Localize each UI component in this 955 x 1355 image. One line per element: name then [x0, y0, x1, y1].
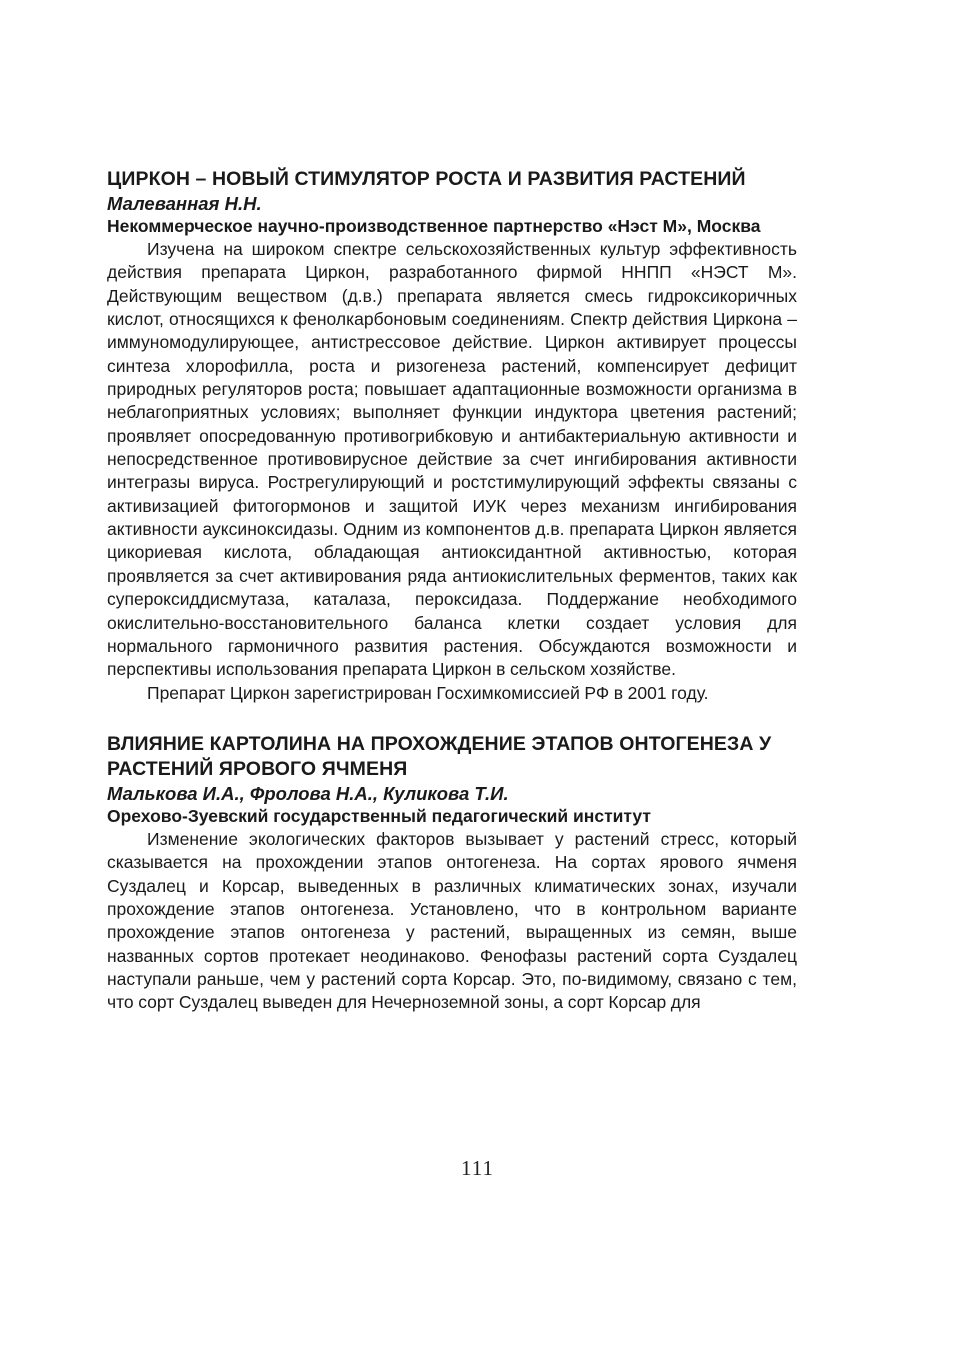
article-authors: Малеванная Н.Н. — [107, 193, 262, 214]
article-title: ЦИРКОН – НОВЫЙ СТИМУЛЯТОР РОСТА И РАЗВИТИЯ РАСТЕНИЙ — [107, 168, 746, 190]
article-affiliation: Некоммерческое научно-производственное партнерство «Нэст М», Москва — [107, 216, 761, 236]
page-content — [107, 167, 797, 1015]
page-number: 111 — [461, 1156, 494, 1180]
body-paragraph: Изменение экологических факторов вызывает у растений стресс, который сказывается на прохождении этапов онтогенеза. На сортах ярового ячменя Суздалец и Корсар, выведенных в различных климатических зонах, изучали прохождение этапов онтогенеза. Установлено, что в контрольном варианте прохождение этапов онтогенеза у растений, выращенных из семян, выше названных сортов протекает неодинаково. Фенофазы растений сорта Суздалец наступали раньше, чем у растений сорта Корсар. Это, по-видимому, связано с тем, что сорт Суздалец выведен для Нечерноземной зоны, а сорт Корсар для — [107, 828, 797, 1013]
article-authors: Малькова И.А., Фролова Н.А., Куликова Т.И. — [107, 782, 509, 804]
article-affiliation: Орехово-Зуевский государственный педагогический институт — [107, 805, 651, 826]
article-tsirkon — [107, 167, 797, 705]
body-paragraph: Препарат Циркон зарегистрирован Госхимкомиссией РФ в 2001 году. — [147, 682, 709, 703]
article-title: ВЛИЯНИЕ КАРТОЛИНА НА ПРОХОЖДЕНИЕ ЭТАПОВ ОНТОГЕНЕЗА У РАСТЕНИЙ ЯРОВОГО ЯЧМЕНЯ — [107, 732, 772, 780]
article-kartolin — [107, 732, 797, 1015]
body-paragraph: Изучена на широком спектре сельскохозяйственных культур эффективность действия препарата Циркон, разработанного фирмой ННПП «НЭСТ М». Действующим веществом (д.в.) препарата является смесь гидроксикоричных кислот, относящихся к фенолкарбоновым соединениям. Спектр действия Циркона – иммуномодулирующее, антистрессовое действие. Циркон активирует процессы синтеза хлорофилла, роста и ризогенеза растений, компенсирует дефицит природных регуляторов роста; повышает адаптационные возможности организма в неблагоприятных условиях; выполняет функции индуктора цветения растений; проявляет опосредованную противогрибковую и антибактериальную активности и непосредственное противовирусное действие за счет ингибирования активности интегразы вируса. Рострегулирующий и ростстимулирующий эффекты связаны с активизацией фитогормонов и защитой ИУК через механизм ингибирования активности ауксиноксидазы. Одним из компонентов д.в. препарата Циркон является цикориевая кислота, обладающая антиоксидантной активностью, которая проявляется за счет активирования ряда антиокислительных ферментов, таких как супероксиддисмутаза, каталаза, пероксидаза. Поддержание необходимого окислительно-восстановительного баланса клетки создает условия для нормального гармоничного развития растения. Обсуждаются возможности и перспективы использования препарата Циркон в сельском хозяйстве. — [107, 239, 797, 680]
